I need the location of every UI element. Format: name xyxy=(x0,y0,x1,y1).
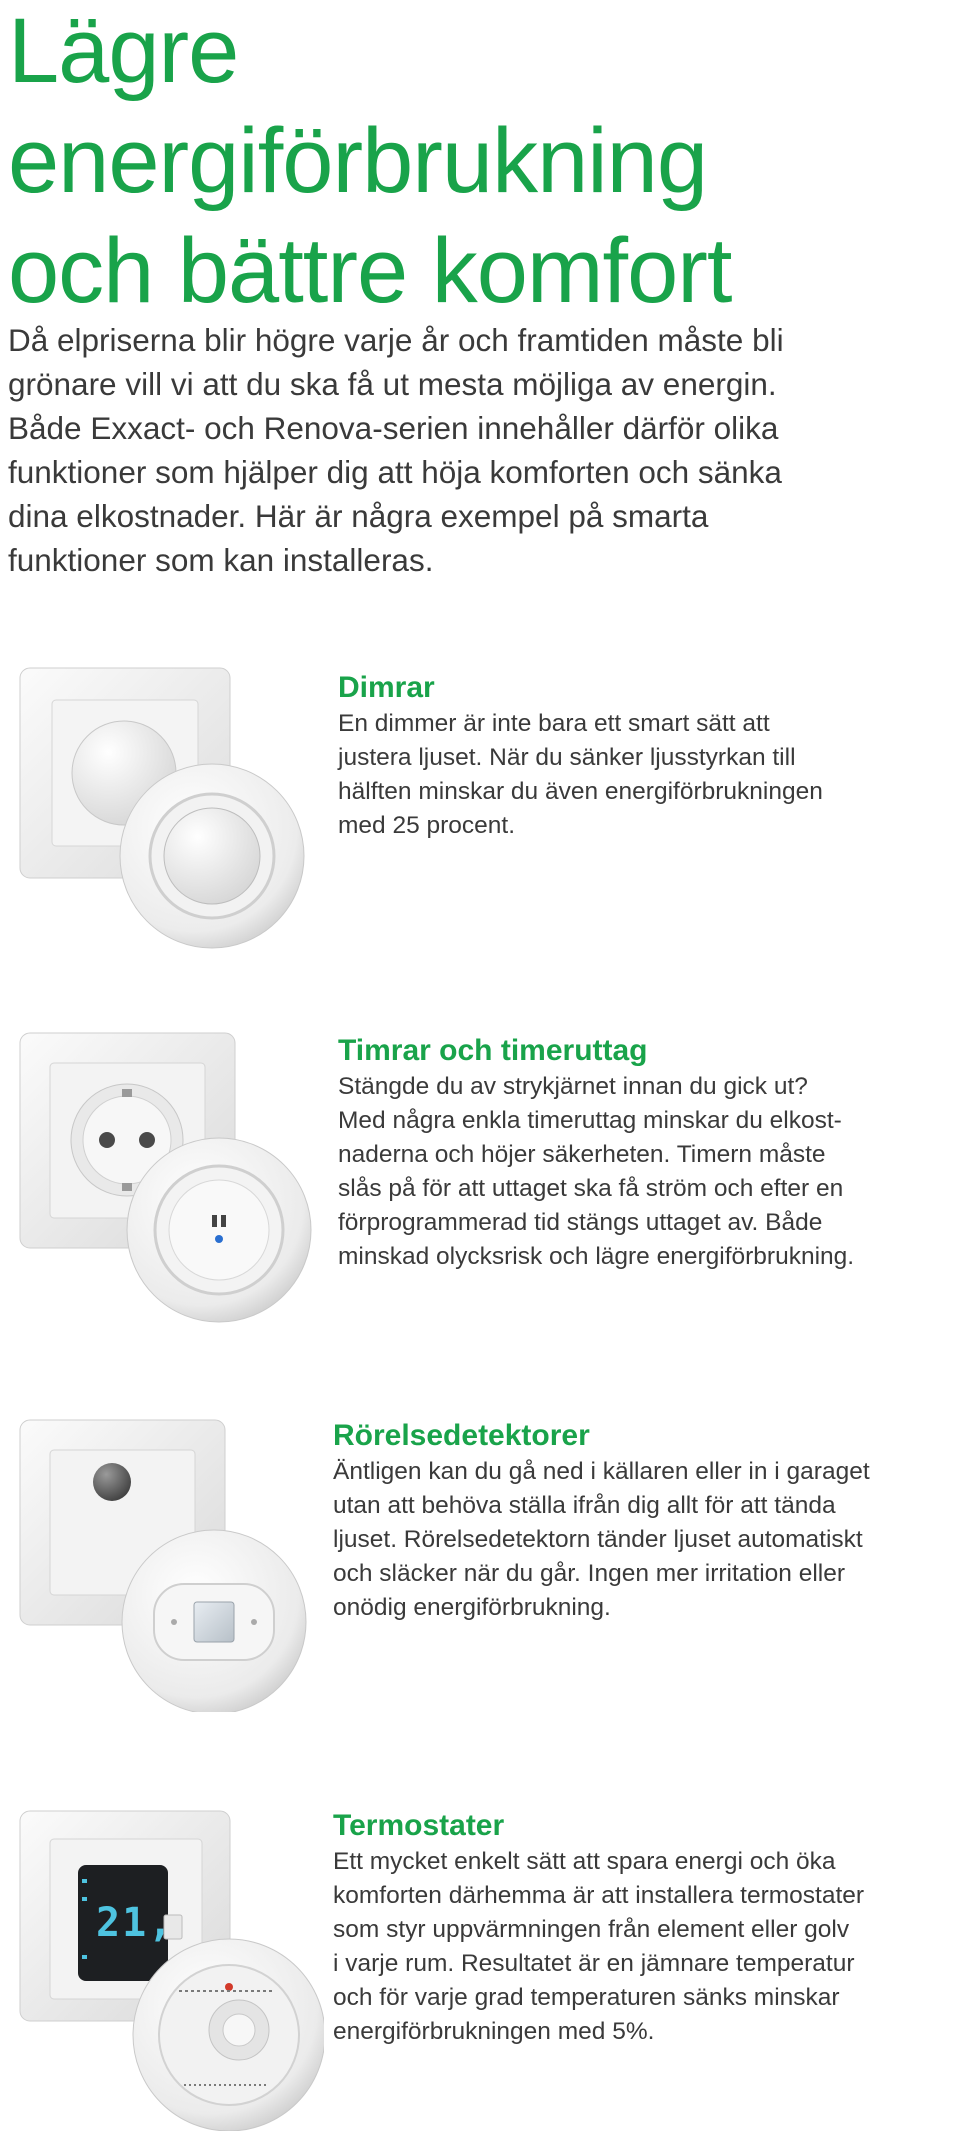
title-line-1: Lägre xyxy=(8,0,239,102)
feature-text-timer: Stängde du av strykjärnet innan du gick ut? Med några enkla timeruttag minskar du elkost- naderna och höjer säkerheten. Timern måste slås på för att uttaget ska få ström och efter en förprogrammerad tid stängs uttaget av. Både minskad olycksrisk och lägre energiförbrukning. xyxy=(338,1073,855,1270)
feature-text-thermostat: Ett mycket enkelt sätt att spara energi och öka komforten därhemma är att installera termostater som styr uppvärmningen från element eller golv i varje rum. Resultatet är en jämnare temperatur och för varje grad temperaturen sänks minskar energiförbrukningen med 5%. xyxy=(333,1848,865,2045)
title-line-2: energiförbrukning xyxy=(8,110,708,212)
timer-outlet-image xyxy=(14,1025,324,1325)
feature-title-motion: Rörelsedetektorer xyxy=(333,1419,590,1452)
feature-title-dimmer: Dimrar xyxy=(338,671,435,704)
feature-text-dimmer: En dimmer är inte bara ett smart sätt att justera ljuset. När du sänker ljusstyrkan till hälften minskar du även energiförbrukningen med 25 procent. xyxy=(338,710,823,839)
page-title xyxy=(8,0,948,326)
motion-detector-image xyxy=(14,1412,324,1712)
dimmer-image xyxy=(14,660,324,950)
feature-title-timer: Timrar och timeruttag xyxy=(338,1034,648,1067)
thermostat-display-value: 21, xyxy=(96,1900,175,1946)
thermostat-image xyxy=(14,1805,324,2131)
title-line-3: och bättre komfort xyxy=(8,220,732,322)
feature-text-motion: Äntligen kan du gå ned i källaren eller in i garaget utan att behöva ställa ifrån dig allt för att tända ljuset. Rörelsedetektorn tänder ljuset automatiskt och släcker när du går. Ingen mer irritation eller onödig energiförbrukning. xyxy=(333,1458,870,1621)
intro-paragraph: Då elpriserna blir högre varje år och framtiden måste bli grönare vill vi att du ska få ut mesta möjliga av energin. Både Exxact- och Renova-serien innehåller därför olika funktioner som hjälper dig att höja komforten och sänka dina elkostnader. Här är några exempel på smarta funktioner som kan installeras. xyxy=(8,322,784,578)
feature-title-thermostat: Termostater xyxy=(333,1809,505,1842)
